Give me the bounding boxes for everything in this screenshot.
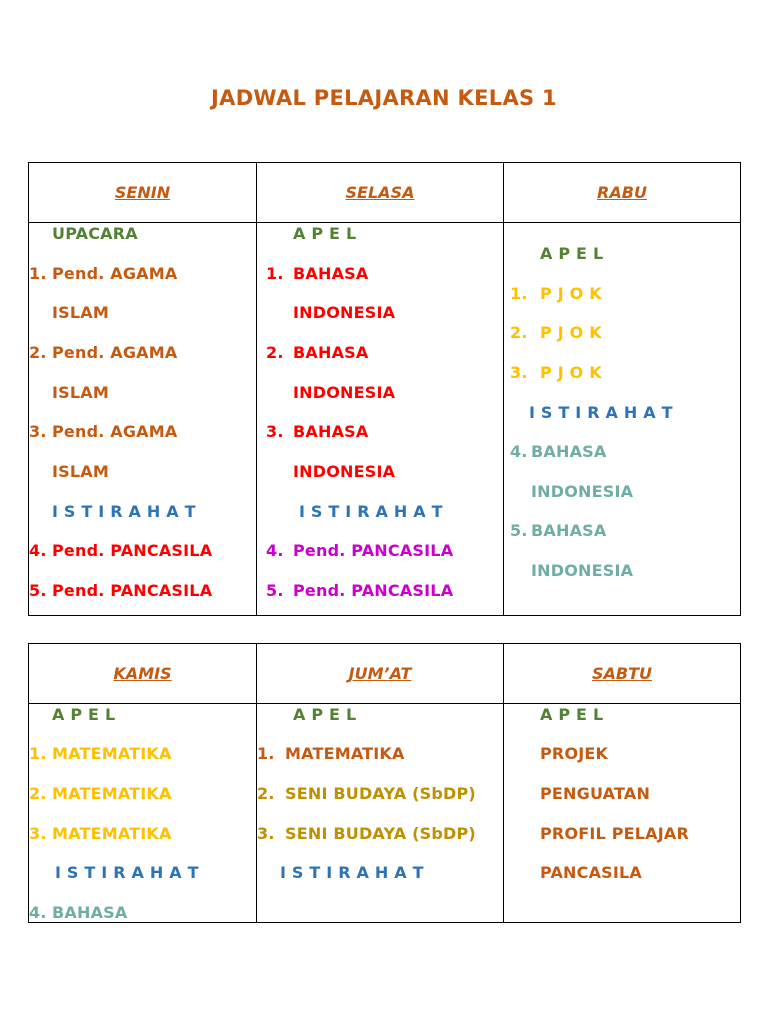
line-number: 4. bbox=[29, 541, 47, 560]
line-number: 2. bbox=[510, 323, 528, 342]
schedule-line bbox=[293, 224, 503, 244]
subject-text: MATEMATIKA bbox=[52, 784, 172, 803]
line-number: 4. bbox=[266, 541, 284, 560]
subject-text: Pend. PANCASILA bbox=[52, 581, 213, 600]
subject-text: BAHASA bbox=[531, 521, 607, 540]
subject-text: Pend. AGAMA bbox=[52, 343, 178, 362]
page-title: JADWAL PELAJARAN KELAS 1 bbox=[211, 86, 557, 110]
subject-text: UPACARA bbox=[52, 224, 138, 243]
subject-text: ISLAM bbox=[52, 383, 109, 402]
subject-text: A P E L bbox=[540, 705, 604, 724]
day-cell-rabu bbox=[504, 223, 741, 616]
day-header-senin: SENIN bbox=[29, 163, 257, 223]
subject-text: Pend. PANCASILA bbox=[52, 541, 213, 560]
break-text: I S T I R A H A T bbox=[299, 502, 443, 521]
schedule-line bbox=[540, 744, 740, 764]
subject-text: SENI BUDAYA (SbDP) bbox=[285, 824, 476, 843]
subject-text: INDONESIA bbox=[531, 561, 634, 580]
schedule-line-break bbox=[52, 502, 256, 522]
subject-text: MATEMATIKA bbox=[285, 744, 405, 763]
schedule-line bbox=[540, 784, 740, 804]
subject-text: PROJEK bbox=[540, 744, 609, 763]
day-header-sabtu: SABTU bbox=[504, 644, 741, 704]
schedule-line bbox=[293, 383, 503, 403]
subject-text: Pend. AGAMA bbox=[52, 264, 178, 283]
schedule-line bbox=[52, 224, 256, 244]
day-cell-jumat bbox=[257, 704, 504, 923]
subject-text: PANCASILA bbox=[540, 863, 643, 882]
break-text: I S T I R A H A T bbox=[280, 863, 424, 882]
line-number: 2. bbox=[29, 343, 47, 362]
line-number: 5. bbox=[29, 581, 47, 600]
subject-text: INDONESIA bbox=[293, 303, 396, 322]
schedule-line bbox=[52, 303, 256, 323]
subject-text: PROFIL PELAJAR bbox=[540, 824, 689, 843]
day-cell-senin bbox=[29, 223, 257, 616]
break-text: I S T I R A H A T bbox=[55, 863, 199, 882]
subject-text: P J O K bbox=[540, 363, 602, 382]
break-text: I S T I R A H A T bbox=[529, 403, 673, 422]
day-header-kamis: KAMIS bbox=[29, 644, 257, 704]
subject-text: P J O K bbox=[540, 284, 602, 303]
schedule-line bbox=[52, 705, 256, 725]
line-number: 3. bbox=[29, 422, 47, 441]
subject-text: BAHASA bbox=[293, 264, 369, 283]
schedule-line-break bbox=[55, 863, 256, 883]
subject-text: BAHASA bbox=[293, 343, 369, 362]
line-number: 1. bbox=[29, 264, 47, 283]
subject-text: A P E L bbox=[52, 705, 116, 724]
subject-text: BAHASA bbox=[531, 442, 607, 461]
subject-text: Pend. PANCASILA bbox=[293, 541, 454, 560]
subject-text: A P E L bbox=[293, 224, 357, 243]
schedule-line bbox=[293, 303, 503, 323]
subject-text: PENGUATAN bbox=[540, 784, 651, 803]
line-number: 1. bbox=[510, 284, 528, 303]
subject-text: Pend. AGAMA bbox=[52, 422, 178, 441]
line-number: 5. bbox=[266, 581, 284, 600]
schedule-table-1 bbox=[28, 162, 741, 616]
schedule-table-2 bbox=[28, 643, 741, 923]
day-header-jumat: JUM’AT bbox=[257, 644, 504, 704]
subject-text: INDONESIA bbox=[293, 462, 396, 481]
subject-text: BAHASA bbox=[293, 422, 369, 441]
line-number: 1. bbox=[266, 264, 284, 283]
line-number: 2. bbox=[257, 784, 275, 803]
subject-text: INDONESIA bbox=[293, 383, 396, 402]
subject-text: MATEMATIKA bbox=[52, 744, 172, 763]
line-number: 5. bbox=[510, 521, 528, 540]
schedule-line-break bbox=[299, 502, 503, 522]
subject-text: MATEMATIKA bbox=[52, 824, 172, 843]
line-number: 4. bbox=[29, 903, 47, 922]
line-number: 3. bbox=[29, 824, 47, 843]
schedule-line bbox=[540, 824, 740, 844]
schedule-line bbox=[52, 462, 256, 482]
schedule-line bbox=[540, 244, 740, 264]
day-cell-sabtu bbox=[504, 704, 741, 923]
line-number: 3. bbox=[266, 422, 284, 441]
break-text: I S T I R A H A T bbox=[52, 502, 196, 521]
line-number: 1. bbox=[257, 744, 275, 763]
schedule-line-break bbox=[529, 403, 740, 423]
line-number: 2. bbox=[266, 343, 284, 362]
schedule-line bbox=[531, 561, 740, 581]
subject-text: ISLAM bbox=[52, 303, 109, 322]
subject-text: INDONESIA bbox=[531, 482, 634, 501]
line-number: 4. bbox=[510, 442, 528, 461]
schedule-line bbox=[293, 705, 503, 725]
line-number: 3. bbox=[510, 363, 528, 382]
subject-text: BAHASA bbox=[52, 903, 128, 922]
day-header-selasa: SELASA bbox=[257, 163, 504, 223]
subject-text: SENI BUDAYA (SbDP) bbox=[285, 784, 476, 803]
subject-text: A P E L bbox=[293, 705, 357, 724]
day-cell-kamis bbox=[29, 704, 257, 923]
subject-text: ISLAM bbox=[52, 462, 109, 481]
schedule-line bbox=[531, 482, 740, 502]
schedule-line bbox=[540, 863, 740, 883]
schedule-line bbox=[293, 462, 503, 482]
day-header-rabu: RABU bbox=[504, 163, 741, 223]
line-number: 3. bbox=[257, 824, 275, 843]
line-number: 2. bbox=[29, 784, 47, 803]
day-cell-selasa bbox=[257, 223, 504, 616]
subject-text: A P E L bbox=[540, 244, 604, 263]
schedule-line bbox=[52, 383, 256, 403]
subject-text: P J O K bbox=[540, 323, 602, 342]
subject-text: Pend. PANCASILA bbox=[293, 581, 454, 600]
schedule-line-break bbox=[280, 863, 503, 883]
line-number: 1. bbox=[29, 744, 47, 763]
schedule-line bbox=[540, 705, 740, 725]
